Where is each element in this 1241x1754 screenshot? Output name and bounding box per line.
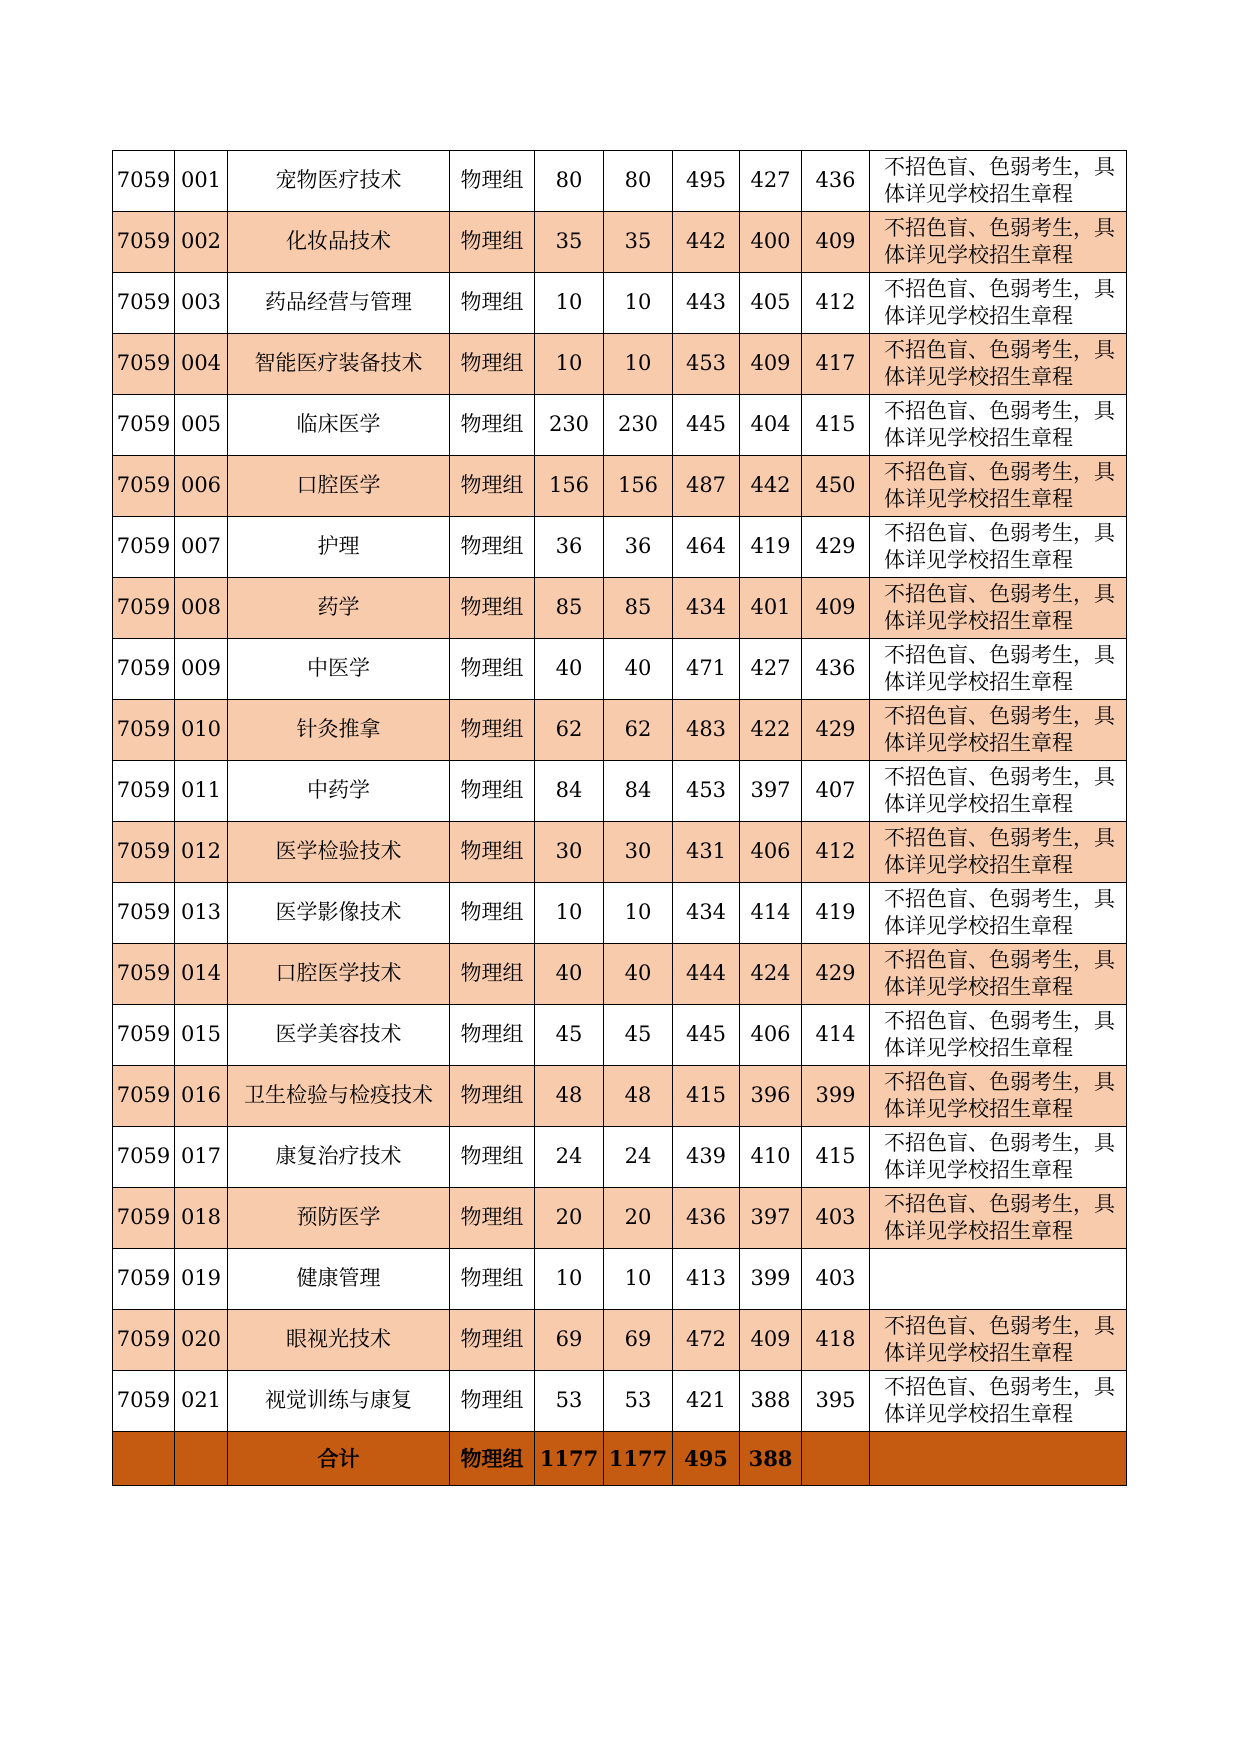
- school-code-cell: 7059: [113, 883, 175, 944]
- admitted-count-cell: 24: [604, 1127, 673, 1188]
- table-row: [113, 1249, 1127, 1310]
- plan-count-cell: 40: [535, 944, 604, 1005]
- max-score-cell: 434: [673, 578, 740, 639]
- major-code-cell: 013: [175, 883, 228, 944]
- avg-score-cell: 450: [802, 456, 870, 517]
- subject-group-cell: 物理组: [450, 761, 535, 822]
- major-code-cell: 014: [175, 944, 228, 1005]
- avg-score-cell: 399: [802, 1066, 870, 1127]
- school-code-cell: 7059: [113, 761, 175, 822]
- min-score-cell: 410: [740, 1127, 802, 1188]
- admitted-count-cell: 40: [604, 944, 673, 1005]
- note-cell: 不招色盲、色弱考生，具体详见学校招生章程: [870, 578, 1127, 639]
- subject-group-cell: 物理组: [450, 395, 535, 456]
- plan-count-cell: 35: [535, 212, 604, 273]
- max-score-cell: 472: [673, 1310, 740, 1371]
- avg-score-cell: 415: [802, 1127, 870, 1188]
- note-cell: 不招色盲、色弱考生，具体详见学校招生章程: [870, 883, 1127, 944]
- school-code-cell: 7059: [113, 1066, 175, 1127]
- subject-group-cell: 物理组: [450, 151, 535, 212]
- school-code-cell: 7059: [113, 395, 175, 456]
- table-row: [113, 578, 1127, 639]
- major-code-cell: 009: [175, 639, 228, 700]
- major-code-cell: 015: [175, 1005, 228, 1066]
- school-code-cell: 7059: [113, 944, 175, 1005]
- subject-group-cell: 物理组: [450, 456, 535, 517]
- table-row: [113, 212, 1127, 273]
- admitted-count-cell: 156: [604, 456, 673, 517]
- major-code-cell: 017: [175, 1127, 228, 1188]
- total-max-score-cell: 495: [673, 1432, 740, 1486]
- note-cell: 不招色盲、色弱考生，具体详见学校招生章程: [870, 1066, 1127, 1127]
- admitted-count-cell: 45: [604, 1005, 673, 1066]
- total-label-cell: 合计: [228, 1432, 450, 1486]
- min-score-cell: 396: [740, 1066, 802, 1127]
- major-code-cell: 010: [175, 700, 228, 761]
- major-code-cell: 008: [175, 578, 228, 639]
- school-code-cell: 7059: [113, 151, 175, 212]
- major-code-cell: 011: [175, 761, 228, 822]
- subject-group-cell: 物理组: [450, 700, 535, 761]
- min-score-cell: 419: [740, 517, 802, 578]
- min-score-cell: 406: [740, 822, 802, 883]
- avg-score-cell: 412: [802, 822, 870, 883]
- note-cell: 不招色盲、色弱考生，具体详见学校招生章程: [870, 944, 1127, 1005]
- avg-score-cell: 409: [802, 212, 870, 273]
- plan-count-cell: 10: [535, 1249, 604, 1310]
- min-score-cell: 422: [740, 700, 802, 761]
- subject-group-cell: 物理组: [450, 1005, 535, 1066]
- max-score-cell: 464: [673, 517, 740, 578]
- major-name-cell: 药学: [228, 578, 450, 639]
- major-name-cell: 眼视光技术: [228, 1310, 450, 1371]
- subject-group-cell: 物理组: [450, 517, 535, 578]
- table-row: [113, 1310, 1127, 1371]
- max-score-cell: 453: [673, 334, 740, 395]
- max-score-cell: 442: [673, 212, 740, 273]
- max-score-cell: 421: [673, 1371, 740, 1432]
- major-name-cell: 中医学: [228, 639, 450, 700]
- note-cell: 不招色盲、色弱考生，具体详见学校招生章程: [870, 1371, 1127, 1432]
- min-score-cell: 404: [740, 395, 802, 456]
- plan-count-cell: 36: [535, 517, 604, 578]
- note-cell: 不招色盲、色弱考生，具体详见学校招生章程: [870, 517, 1127, 578]
- subject-group-cell: 物理组: [450, 822, 535, 883]
- school-code-cell: 7059: [113, 822, 175, 883]
- avg-score-cell: 414: [802, 1005, 870, 1066]
- school-code-cell: 7059: [113, 334, 175, 395]
- plan-count-cell: 45: [535, 1005, 604, 1066]
- table-row: [113, 395, 1127, 456]
- plan-count-cell: 156: [535, 456, 604, 517]
- max-score-cell: 445: [673, 395, 740, 456]
- note-cell: 不招色盲、色弱考生，具体详见学校招生章程: [870, 761, 1127, 822]
- min-score-cell: 397: [740, 761, 802, 822]
- subject-group-cell: 物理组: [450, 212, 535, 273]
- major-code-cell: 001: [175, 151, 228, 212]
- major-name-cell: 口腔医学: [228, 456, 450, 517]
- admitted-count-cell: 48: [604, 1066, 673, 1127]
- total-row: [113, 1432, 1127, 1486]
- min-score-cell: 397: [740, 1188, 802, 1249]
- table-body: [113, 151, 1127, 1486]
- max-score-cell: 483: [673, 700, 740, 761]
- max-score-cell: 443: [673, 273, 740, 334]
- avg-score-cell: 403: [802, 1249, 870, 1310]
- min-score-cell: 427: [740, 639, 802, 700]
- subject-group-cell: 物理组: [450, 578, 535, 639]
- admitted-count-cell: 230: [604, 395, 673, 456]
- avg-score-cell: 436: [802, 639, 870, 700]
- total-min-score-cell: 388: [740, 1432, 802, 1486]
- table-row: [113, 456, 1127, 517]
- admitted-count-cell: 10: [604, 1249, 673, 1310]
- note-cell: 不招色盲、色弱考生，具体详见学校招生章程: [870, 151, 1127, 212]
- plan-count-cell: 30: [535, 822, 604, 883]
- avg-score-cell: 418: [802, 1310, 870, 1371]
- note-cell: 不招色盲、色弱考生，具体详见学校招生章程: [870, 639, 1127, 700]
- avg-score-cell: 395: [802, 1371, 870, 1432]
- avg-score-cell: 429: [802, 517, 870, 578]
- note-cell: 不招色盲、色弱考生，具体详见学校招生章程: [870, 1310, 1127, 1371]
- table-row: [113, 639, 1127, 700]
- subject-group-cell: 物理组: [450, 883, 535, 944]
- admitted-count-cell: 35: [604, 212, 673, 273]
- school-code-cell: 7059: [113, 700, 175, 761]
- table-row: [113, 1371, 1127, 1432]
- major-code-cell: 002: [175, 212, 228, 273]
- major-code-cell: 012: [175, 822, 228, 883]
- major-name-cell: 医学美容技术: [228, 1005, 450, 1066]
- note-cell: 不招色盲、色弱考生，具体详见学校招生章程: [870, 1188, 1127, 1249]
- table-row: [113, 1188, 1127, 1249]
- max-score-cell: 431: [673, 822, 740, 883]
- max-score-cell: 445: [673, 1005, 740, 1066]
- admitted-count-cell: 84: [604, 761, 673, 822]
- note-cell: 不招色盲、色弱考生，具体详见学校招生章程: [870, 1127, 1127, 1188]
- max-score-cell: 413: [673, 1249, 740, 1310]
- note-cell: 不招色盲、色弱考生，具体详见学校招生章程: [870, 273, 1127, 334]
- plan-count-cell: 10: [535, 334, 604, 395]
- subject-group-cell: 物理组: [450, 1188, 535, 1249]
- min-score-cell: 405: [740, 273, 802, 334]
- subject-group-cell: 物理组: [450, 1249, 535, 1310]
- min-score-cell: 414: [740, 883, 802, 944]
- max-score-cell: 444: [673, 944, 740, 1005]
- major-name-cell: 健康管理: [228, 1249, 450, 1310]
- avg-score-cell: 419: [802, 883, 870, 944]
- major-code-cell: 004: [175, 334, 228, 395]
- note-cell: 不招色盲、色弱考生，具体详见学校招生章程: [870, 395, 1127, 456]
- max-score-cell: 487: [673, 456, 740, 517]
- admitted-count-cell: 85: [604, 578, 673, 639]
- plan-count-cell: 80: [535, 151, 604, 212]
- major-name-cell: 康复治疗技术: [228, 1127, 450, 1188]
- total-school-code-cell: [113, 1432, 175, 1486]
- major-code-cell: 006: [175, 456, 228, 517]
- major-name-cell: 医学影像技术: [228, 883, 450, 944]
- plan-count-cell: 24: [535, 1127, 604, 1188]
- plan-count-cell: 84: [535, 761, 604, 822]
- avg-score-cell: 412: [802, 273, 870, 334]
- avg-score-cell: 403: [802, 1188, 870, 1249]
- min-score-cell: 406: [740, 1005, 802, 1066]
- min-score-cell: 424: [740, 944, 802, 1005]
- major-name-cell: 卫生检验与检疫技术: [228, 1066, 450, 1127]
- plan-count-cell: 69: [535, 1310, 604, 1371]
- major-code-cell: 019: [175, 1249, 228, 1310]
- table-row: [113, 1066, 1127, 1127]
- total-group-cell: 物理组: [450, 1432, 535, 1486]
- admitted-count-cell: 80: [604, 151, 673, 212]
- note-cell: 不招色盲、色弱考生，具体详见学校招生章程: [870, 700, 1127, 761]
- table-row: [113, 273, 1127, 334]
- major-code-cell: 007: [175, 517, 228, 578]
- major-name-cell: 护理: [228, 517, 450, 578]
- plan-count-cell: 53: [535, 1371, 604, 1432]
- subject-group-cell: 物理组: [450, 273, 535, 334]
- school-code-cell: 7059: [113, 1005, 175, 1066]
- min-score-cell: 409: [740, 334, 802, 395]
- total-avg-score-cell: [802, 1432, 870, 1486]
- major-name-cell: 预防医学: [228, 1188, 450, 1249]
- admitted-count-cell: 36: [604, 517, 673, 578]
- school-code-cell: 7059: [113, 1127, 175, 1188]
- total-major-code-cell: [175, 1432, 228, 1486]
- note-cell: 不招色盲、色弱考生，具体详见学校招生章程: [870, 334, 1127, 395]
- plan-count-cell: 10: [535, 273, 604, 334]
- school-code-cell: 7059: [113, 212, 175, 273]
- major-code-cell: 018: [175, 1188, 228, 1249]
- total-note-cell: [870, 1432, 1127, 1486]
- min-score-cell: 442: [740, 456, 802, 517]
- major-name-cell: 宠物医疗技术: [228, 151, 450, 212]
- min-score-cell: 400: [740, 212, 802, 273]
- admitted-count-cell: 62: [604, 700, 673, 761]
- min-score-cell: 427: [740, 151, 802, 212]
- admitted-count-cell: 30: [604, 822, 673, 883]
- plan-count-cell: 230: [535, 395, 604, 456]
- admitted-count-cell: 53: [604, 1371, 673, 1432]
- school-code-cell: 7059: [113, 639, 175, 700]
- max-score-cell: 439: [673, 1127, 740, 1188]
- school-code-cell: 7059: [113, 1249, 175, 1310]
- plan-count-cell: 20: [535, 1188, 604, 1249]
- major-name-cell: 药品经营与管理: [228, 273, 450, 334]
- admission-score-table: [112, 150, 1127, 1486]
- major-name-cell: 针灸推拿: [228, 700, 450, 761]
- school-code-cell: 7059: [113, 1371, 175, 1432]
- table-row: [113, 151, 1127, 212]
- major-code-cell: 003: [175, 273, 228, 334]
- major-name-cell: 化妆品技术: [228, 212, 450, 273]
- max-score-cell: 495: [673, 151, 740, 212]
- table-row: [113, 1005, 1127, 1066]
- avg-score-cell: 436: [802, 151, 870, 212]
- avg-score-cell: 429: [802, 944, 870, 1005]
- school-code-cell: 7059: [113, 578, 175, 639]
- school-code-cell: 7059: [113, 1188, 175, 1249]
- subject-group-cell: 物理组: [450, 1066, 535, 1127]
- max-score-cell: 436: [673, 1188, 740, 1249]
- subject-group-cell: 物理组: [450, 334, 535, 395]
- admitted-count-cell: 20: [604, 1188, 673, 1249]
- admitted-count-cell: 40: [604, 639, 673, 700]
- avg-score-cell: 407: [802, 761, 870, 822]
- major-name-cell: 视觉训练与康复: [228, 1371, 450, 1432]
- table-row: [113, 334, 1127, 395]
- avg-score-cell: 409: [802, 578, 870, 639]
- note-cell: [870, 1249, 1127, 1310]
- major-code-cell: 021: [175, 1371, 228, 1432]
- major-name-cell: 医学检验技术: [228, 822, 450, 883]
- table-row: [113, 883, 1127, 944]
- note-cell: 不招色盲、色弱考生，具体详见学校招生章程: [870, 456, 1127, 517]
- school-code-cell: 7059: [113, 273, 175, 334]
- major-name-cell: 口腔医学技术: [228, 944, 450, 1005]
- note-cell: 不招色盲、色弱考生，具体详见学校招生章程: [870, 822, 1127, 883]
- major-name-cell: 临床医学: [228, 395, 450, 456]
- admitted-count-cell: 69: [604, 1310, 673, 1371]
- subject-group-cell: 物理组: [450, 1310, 535, 1371]
- plan-count-cell: 40: [535, 639, 604, 700]
- major-name-cell: 智能医疗装备技术: [228, 334, 450, 395]
- major-name-cell: 中药学: [228, 761, 450, 822]
- plan-count-cell: 48: [535, 1066, 604, 1127]
- school-code-cell: 7059: [113, 1310, 175, 1371]
- max-score-cell: 434: [673, 883, 740, 944]
- max-score-cell: 415: [673, 1066, 740, 1127]
- admitted-count-cell: 10: [604, 273, 673, 334]
- note-cell: 不招色盲、色弱考生，具体详见学校招生章程: [870, 212, 1127, 273]
- major-code-cell: 020: [175, 1310, 228, 1371]
- min-score-cell: 409: [740, 1310, 802, 1371]
- school-code-cell: 7059: [113, 456, 175, 517]
- subject-group-cell: 物理组: [450, 944, 535, 1005]
- min-score-cell: 401: [740, 578, 802, 639]
- table-row: [113, 761, 1127, 822]
- major-code-cell: 005: [175, 395, 228, 456]
- admitted-count-cell: 10: [604, 883, 673, 944]
- plan-count-cell: 62: [535, 700, 604, 761]
- note-cell: 不招色盲、色弱考生，具体详见学校招生章程: [870, 1005, 1127, 1066]
- avg-score-cell: 429: [802, 700, 870, 761]
- table-row: [113, 944, 1127, 1005]
- table-row: [113, 700, 1127, 761]
- subject-group-cell: 物理组: [450, 1371, 535, 1432]
- min-score-cell: 388: [740, 1371, 802, 1432]
- plan-count-cell: 85: [535, 578, 604, 639]
- table-row: [113, 517, 1127, 578]
- school-code-cell: 7059: [113, 517, 175, 578]
- max-score-cell: 453: [673, 761, 740, 822]
- subject-group-cell: 物理组: [450, 639, 535, 700]
- admitted-count-cell: 10: [604, 334, 673, 395]
- subject-group-cell: 物理组: [450, 1127, 535, 1188]
- table-row: [113, 822, 1127, 883]
- total-plan-cell: 1177: [535, 1432, 604, 1486]
- plan-count-cell: 10: [535, 883, 604, 944]
- avg-score-cell: 417: [802, 334, 870, 395]
- min-score-cell: 399: [740, 1249, 802, 1310]
- table-row: [113, 1127, 1127, 1188]
- max-score-cell: 471: [673, 639, 740, 700]
- avg-score-cell: 415: [802, 395, 870, 456]
- total-admitted-cell: 1177: [604, 1432, 673, 1486]
- major-code-cell: 016: [175, 1066, 228, 1127]
